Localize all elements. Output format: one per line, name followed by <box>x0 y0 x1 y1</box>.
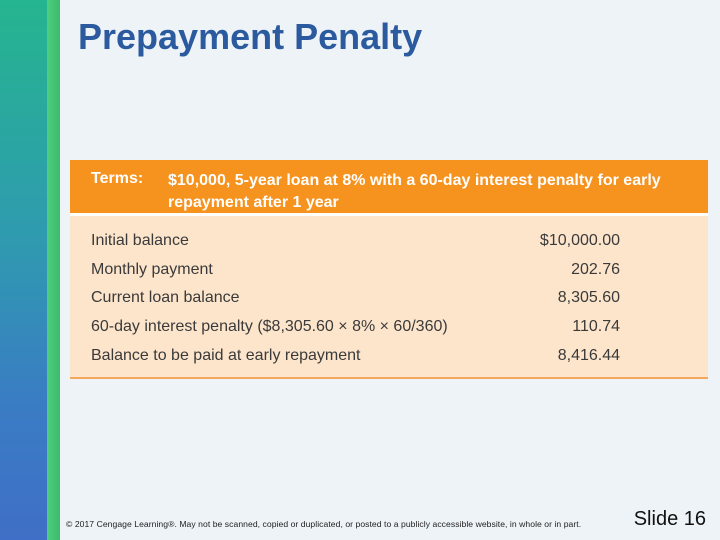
table-row <box>70 286 708 315</box>
left-decorative-band <box>0 0 47 540</box>
table-row <box>70 315 708 344</box>
row-value: 8,416.44 <box>557 346 620 364</box>
loan-terms-table <box>70 160 708 379</box>
terms-text: $10,000, 5-year loan at 8% with a 60-day interest penalty for early repayment after 1 year <box>168 172 661 211</box>
row-label: Initial balance <box>91 232 189 249</box>
table-row <box>70 258 708 287</box>
table-row <box>70 229 708 258</box>
table-rows <box>70 229 708 372</box>
row-value: 202.76 <box>571 260 620 278</box>
copyright-notice: © 2017 Cengage Learning®. May not be scanned, copied or duplicated, or posted to a publicly accessible website, in whole or in part. <box>66 519 582 529</box>
slide-title: Prepayment Penalty <box>78 16 423 57</box>
terms-header <box>70 160 708 216</box>
row-label: Monthly payment <box>91 260 213 278</box>
table-row <box>70 344 708 373</box>
row-value: 110.74 <box>572 318 620 336</box>
left-decorative-stripe <box>47 0 60 540</box>
row-value: 8,305.60 <box>557 289 620 307</box>
table-bottom-rule <box>70 377 708 379</box>
row-label: Current loan balance <box>91 289 240 307</box>
row-label: 60-day interest penalty ($8,305.60 × 8% × 60/360) <box>91 318 448 336</box>
slide-number: Slide 16 <box>633 508 706 530</box>
terms-label: Terms: <box>91 170 144 187</box>
row-label: Balance to be paid at early repayment <box>91 346 361 364</box>
row-value: $10,000.00 <box>539 232 620 249</box>
